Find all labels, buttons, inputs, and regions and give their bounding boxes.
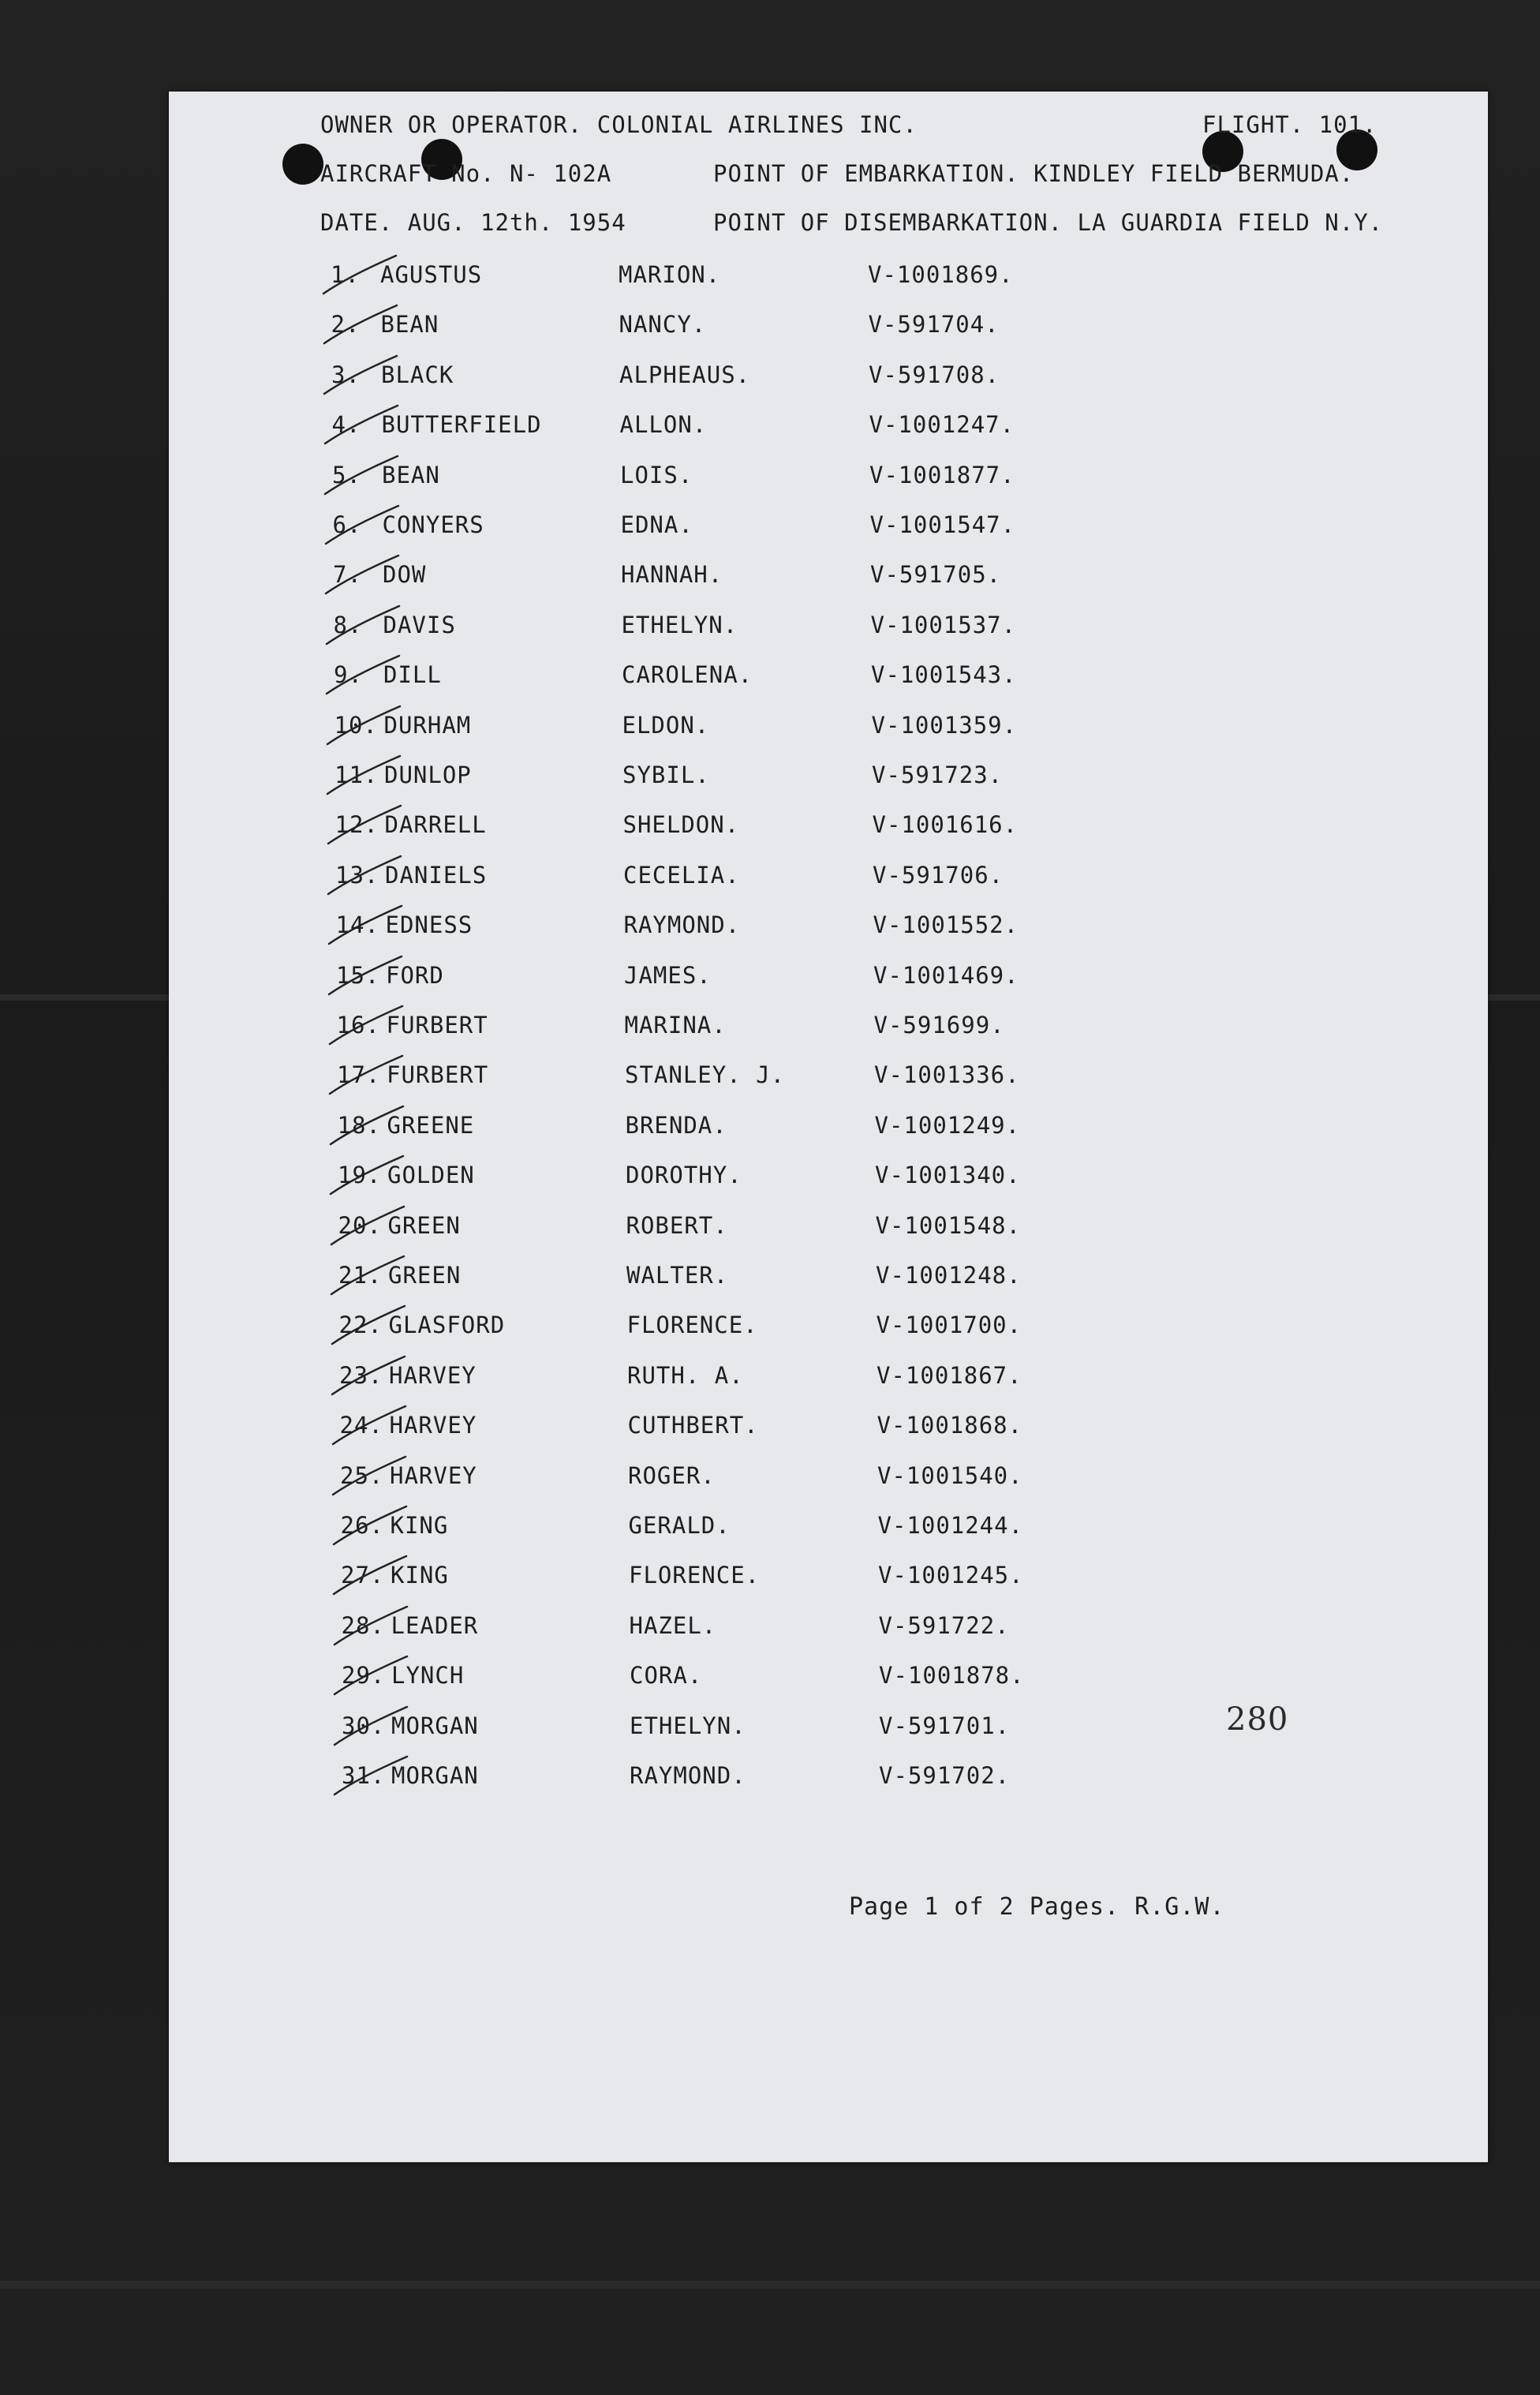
passenger-given-name: JAMES.: [624, 962, 712, 989]
passenger-surname: GREENE: [387, 1112, 475, 1139]
passenger-number: 15.: [336, 962, 380, 989]
passenger-given-name: BRENDA.: [625, 1112, 727, 1139]
check-mark-icon: [327, 1503, 422, 1551]
passenger-number: 9.: [334, 661, 363, 688]
passenger-given-name: ROGER.: [628, 1462, 716, 1489]
film-band: [0, 2281, 1540, 2288]
passenger-number: 1.: [331, 261, 360, 288]
page-footer: Page 1 of 2 Pages. R.G.W.: [849, 1893, 1225, 1921]
passenger-row: [169, 1114, 1488, 1154]
check-mark-icon: [327, 1553, 422, 1600]
passenger-row: [169, 614, 1488, 653]
check-mark-icon: [323, 1003, 418, 1050]
passenger-number: 21.: [338, 1262, 383, 1289]
passenger-number: 31.: [342, 1762, 386, 1789]
page-stamp-number: 280: [1226, 1701, 1289, 1738]
check-mark-icon: [328, 1653, 423, 1701]
passenger-surname: BUTTERFIELD: [381, 411, 542, 438]
passenger-given-name: CAROLENA.: [622, 661, 753, 688]
passenger-given-name: DOROTHY.: [626, 1162, 742, 1188]
check-mark-icon: [322, 803, 417, 850]
passenger-visa-number: V-1001336.: [874, 1061, 1020, 1088]
passenger-number: 2.: [331, 311, 361, 338]
check-mark-icon: [321, 753, 416, 800]
passenger-surname: DILL: [383, 661, 442, 688]
passenger-surname: DARRELL: [384, 811, 487, 838]
passenger-surname: HARVEY: [389, 1362, 477, 1389]
passenger-given-name: ROBERT.: [626, 1212, 728, 1239]
passenger-row: [169, 1514, 1488, 1554]
passenger-number: 23.: [339, 1362, 383, 1389]
passenger-given-name: FLORENCE.: [629, 1562, 761, 1589]
passenger-given-name: RAYMOND.: [623, 911, 741, 938]
passenger-surname: DANIELS: [385, 862, 488, 889]
passenger-surname: FORD: [386, 962, 444, 989]
passenger-row: [169, 1712, 1488, 1754]
manifest-page: [169, 92, 1488, 2162]
check-mark-icon: [317, 253, 412, 300]
passenger-surname: MORGAN: [391, 1712, 479, 1739]
check-mark-icon: [320, 552, 414, 600]
passenger-given-name: CECELIA.: [623, 862, 740, 889]
check-mark-icon: [326, 1303, 421, 1350]
passenger-row: [169, 563, 1488, 603]
passenger-row: [169, 1264, 1488, 1304]
passenger-number: 16.: [336, 1012, 380, 1038]
check-mark-icon: [327, 1454, 421, 1501]
passenger-number: 5.: [332, 462, 361, 488]
passenger-surname: EDNESS: [385, 911, 473, 938]
flight-number: FLIGHT. 101.: [1202, 111, 1377, 138]
check-mark-icon: [319, 402, 413, 450]
passenger-number: 13.: [335, 862, 379, 889]
passenger-row: [169, 764, 1488, 803]
passenger-visa-number: V-1001247.: [869, 411, 1015, 438]
passenger-row: [169, 464, 1488, 503]
passenger-row: [169, 1061, 1488, 1103]
point-of-embarkation: POINT OF EMBARKATION. KINDLEY FIELD BERMUDA.: [713, 160, 1355, 187]
passenger-visa-number: V-591699.: [873, 1012, 1005, 1038]
passenger-number: 10.: [334, 712, 378, 739]
manifest-date: DATE. AUG. 12th. 1954: [320, 209, 626, 236]
passenger-surname: MORGAN: [391, 1762, 479, 1789]
passenger-visa-number: V-1001540.: [877, 1462, 1023, 1489]
passenger-visa-number: V-1001868.: [877, 1412, 1023, 1439]
passenger-row: [169, 811, 1488, 853]
passenger-visa-number: V-1001245.: [878, 1562, 1024, 1589]
check-mark-icon: [328, 1604, 423, 1651]
check-mark-icon: [323, 953, 417, 1001]
passenger-visa-number: V-1001248.: [876, 1262, 1022, 1289]
check-mark-icon: [318, 353, 413, 400]
point-of-disembarkation: POINT OF DISEMBARKATION. LA GUARDIA FIELD N.Y.: [713, 209, 1384, 236]
passenger-row: [169, 661, 1488, 703]
passenger-number: 26.: [340, 1512, 384, 1539]
passenger-row: [169, 1462, 1488, 1504]
passenger-given-name: CORA.: [630, 1662, 703, 1689]
passenger-surname: DURHAM: [383, 712, 472, 739]
check-mark-icon: [326, 1353, 421, 1401]
passenger-visa-number: V-591705.: [870, 561, 1002, 588]
passenger-number: 8.: [333, 612, 363, 638]
passenger-number: 28.: [341, 1612, 385, 1639]
passenger-given-name: RUTH. A.: [627, 1362, 744, 1389]
passenger-given-name: ALPHEAUS.: [619, 361, 751, 388]
passenger-surname: LYNCH: [391, 1662, 465, 1689]
passenger-given-name: NANCY.: [619, 311, 707, 338]
passenger-surname: GREEN: [388, 1262, 462, 1289]
passenger-visa-number: V-1001249.: [874, 1112, 1021, 1139]
passenger-visa-number: V-1001537.: [870, 612, 1017, 638]
passenger-number: 11.: [335, 762, 379, 788]
check-mark-icon: [322, 853, 417, 900]
passenger-row: [169, 1414, 1488, 1454]
passenger-surname: BLACK: [381, 361, 454, 388]
check-mark-icon: [320, 503, 414, 550]
check-mark-icon: [320, 603, 415, 650]
passenger-row: [169, 511, 1488, 553]
passenger-given-name: HANNAH.: [621, 561, 723, 588]
passenger-surname: GOLDEN: [387, 1162, 475, 1188]
passenger-visa-number: V-1001548.: [875, 1212, 1022, 1239]
passenger-visa-number: V-1001869.: [868, 261, 1014, 288]
passenger-number: 29.: [342, 1662, 386, 1689]
passenger-number: 27.: [341, 1562, 385, 1589]
passenger-visa-number: V-591723.: [872, 762, 1004, 788]
passenger-row: [169, 1612, 1488, 1654]
passenger-visa-number: V-1001616.: [872, 811, 1019, 838]
passenger-given-name: SHELDON.: [622, 811, 740, 838]
passenger-given-name: MARION.: [619, 261, 721, 288]
passenger-row: [169, 1314, 1488, 1353]
passenger-visa-number: V-1001877.: [869, 462, 1015, 488]
passenger-given-name: MARINA.: [624, 1012, 727, 1038]
passenger-number: 24.: [339, 1412, 383, 1439]
passenger-surname: HARVEY: [389, 1412, 477, 1439]
passenger-surname: FURBERT: [387, 1061, 489, 1088]
passenger-row: [169, 313, 1488, 353]
check-mark-icon: [323, 903, 417, 950]
passenger-given-name: STANLEY. J.: [625, 1061, 786, 1088]
passenger-surname: GREEN: [387, 1212, 461, 1239]
check-mark-icon: [324, 1153, 419, 1200]
check-mark-icon: [323, 1053, 418, 1100]
passenger-number: 20.: [338, 1212, 382, 1239]
passenger-number: 30.: [342, 1712, 386, 1739]
check-mark-icon: [324, 1103, 419, 1151]
punch-hole: [282, 144, 323, 185]
passenger-number: 4.: [331, 411, 361, 438]
check-mark-icon: [327, 1403, 421, 1450]
passenger-row: [169, 1764, 1488, 1804]
passenger-given-name: ETHELYN.: [630, 1712, 746, 1739]
passenger-number: 25.: [340, 1462, 384, 1489]
check-mark-icon: [328, 1704, 423, 1751]
passenger-row: [169, 964, 1488, 1004]
passenger-visa-number: V-1001547.: [869, 511, 1016, 538]
passenger-row: [169, 714, 1488, 754]
passenger-given-name: ETHELYN.: [621, 612, 738, 638]
passenger-row: [169, 864, 1488, 904]
passenger-visa-number: V-1001867.: [877, 1362, 1022, 1389]
passenger-given-name: ELDON.: [622, 712, 710, 739]
passenger-visa-number: V-1001878.: [879, 1662, 1025, 1689]
passenger-given-name: RAYMOND.: [630, 1762, 746, 1789]
passenger-visa-number: V-591722.: [878, 1612, 1010, 1639]
passenger-number: 18.: [337, 1112, 381, 1139]
passenger-given-name: WALTER.: [626, 1262, 729, 1289]
passenger-surname: AGUSTUS: [380, 261, 483, 288]
passenger-row: [169, 261, 1488, 303]
passenger-visa-number: V-1001359.: [871, 712, 1018, 739]
passenger-surname: DUNLOP: [384, 762, 472, 788]
check-mark-icon: [319, 453, 413, 500]
passenger-visa-number: V-591704.: [868, 311, 1000, 338]
passenger-number: 22.: [338, 1312, 383, 1338]
passenger-number: 17.: [337, 1061, 381, 1088]
passenger-given-name: ALLON.: [619, 411, 708, 438]
passenger-surname: BEAN: [382, 462, 440, 488]
passenger-visa-number: V-1001469.: [873, 962, 1019, 989]
passenger-visa-number: V-591706.: [873, 862, 1004, 889]
passenger-given-name: EDNA.: [620, 511, 693, 538]
check-mark-icon: [325, 1253, 420, 1300]
check-mark-icon: [325, 1203, 420, 1251]
passenger-number: 7.: [333, 561, 362, 588]
passenger-visa-number: V-1001552.: [873, 911, 1019, 938]
passenger-visa-number: V-1001340.: [875, 1162, 1021, 1188]
passenger-surname: BEAN: [380, 311, 439, 338]
passenger-surname: CONYERS: [382, 511, 484, 538]
passenger-visa-number: V-591701.: [879, 1712, 1011, 1739]
owner-line: OWNER OR OPERATOR. COLONIAL AIRLINES INC.: [320, 111, 918, 138]
passenger-surname: FURBERT: [386, 1012, 488, 1038]
passenger-surname: GLASFORD: [388, 1312, 506, 1338]
passenger-visa-number: V-1001244.: [877, 1512, 1024, 1539]
passenger-given-name: SYBIL.: [622, 762, 710, 788]
passenger-surname: DAVIS: [383, 612, 456, 638]
check-mark-icon: [328, 1753, 423, 1801]
passenger-row: [169, 411, 1488, 453]
passenger-given-name: LOIS.: [620, 462, 693, 488]
aircraft-number: AIRCRAFT No. N- 102A: [320, 160, 612, 187]
passenger-visa-number: V-591708.: [869, 361, 1000, 388]
passenger-number: 6.: [332, 511, 362, 538]
passenger-surname: HARVEY: [390, 1462, 477, 1489]
check-mark-icon: [320, 653, 415, 700]
passenger-surname: KING: [390, 1512, 449, 1539]
passenger-number: 19.: [338, 1162, 382, 1188]
passenger-row: [169, 1014, 1488, 1053]
passenger-row: [169, 1564, 1488, 1604]
passenger-row: [169, 911, 1488, 953]
passenger-surname: DOW: [383, 561, 427, 588]
passenger-row: [169, 1214, 1488, 1254]
passenger-given-name: HAZEL.: [629, 1612, 717, 1639]
check-mark-icon: [321, 703, 416, 750]
passenger-surname: LEADER: [391, 1612, 479, 1639]
passenger-row: [169, 361, 1488, 403]
passenger-row: [169, 1164, 1488, 1203]
passenger-given-name: FLORENCE.: [626, 1312, 758, 1338]
passenger-number: 12.: [335, 811, 379, 838]
passenger-visa-number: V-1001543.: [871, 661, 1017, 688]
passenger-row: [169, 1364, 1488, 1404]
check-mark-icon: [318, 302, 413, 350]
passenger-number: 3.: [331, 361, 361, 388]
passenger-surname: KING: [391, 1562, 449, 1589]
passenger-given-name: CUTHBERT.: [627, 1412, 759, 1439]
passenger-visa-number: V-591702.: [879, 1762, 1011, 1789]
passenger-given-name: GERALD.: [628, 1512, 731, 1539]
passenger-row: [169, 1664, 1488, 1704]
passenger-number: 14.: [335, 911, 379, 938]
passenger-visa-number: V-1001700.: [876, 1312, 1022, 1338]
